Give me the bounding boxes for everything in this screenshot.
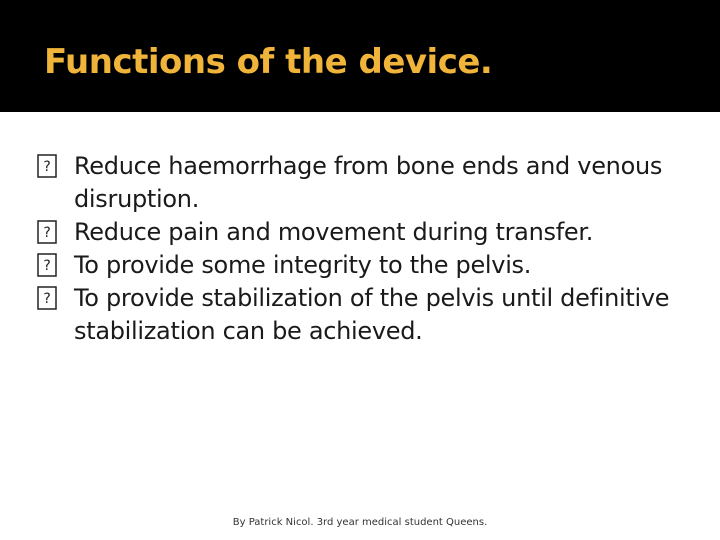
svg-text:?: ? [43,159,51,175]
bullet-list [36,150,686,348]
bullet-text: Reduce haemorrhage from bone ends and venous disruption. [74,152,663,213]
missing-glyph-icon [36,154,58,178]
bullet-text: Reduce pain and movement during transfer. [74,218,594,246]
bullet-item [36,150,686,216]
svg-text:?: ? [43,225,51,241]
title-bar [0,0,720,112]
slide-footer: By Patrick Nicol. 3rd year medical student Queens. [232,517,488,528]
missing-glyph-icon [36,220,58,244]
bullet-text: To provide stabilization of the pelvis until definitive stabilization can be achieved. [74,284,670,345]
svg-text:?: ? [43,291,51,307]
svg-text:?: ? [43,258,51,274]
bullet-item [36,282,686,348]
slide-title: Functions of the device. [44,42,493,82]
bullet-item [36,216,686,249]
missing-glyph-icon [36,286,58,310]
bullet-item [36,249,686,282]
bullet-text: To provide some integrity to the pelvis. [74,251,532,279]
missing-glyph-icon [36,253,58,277]
